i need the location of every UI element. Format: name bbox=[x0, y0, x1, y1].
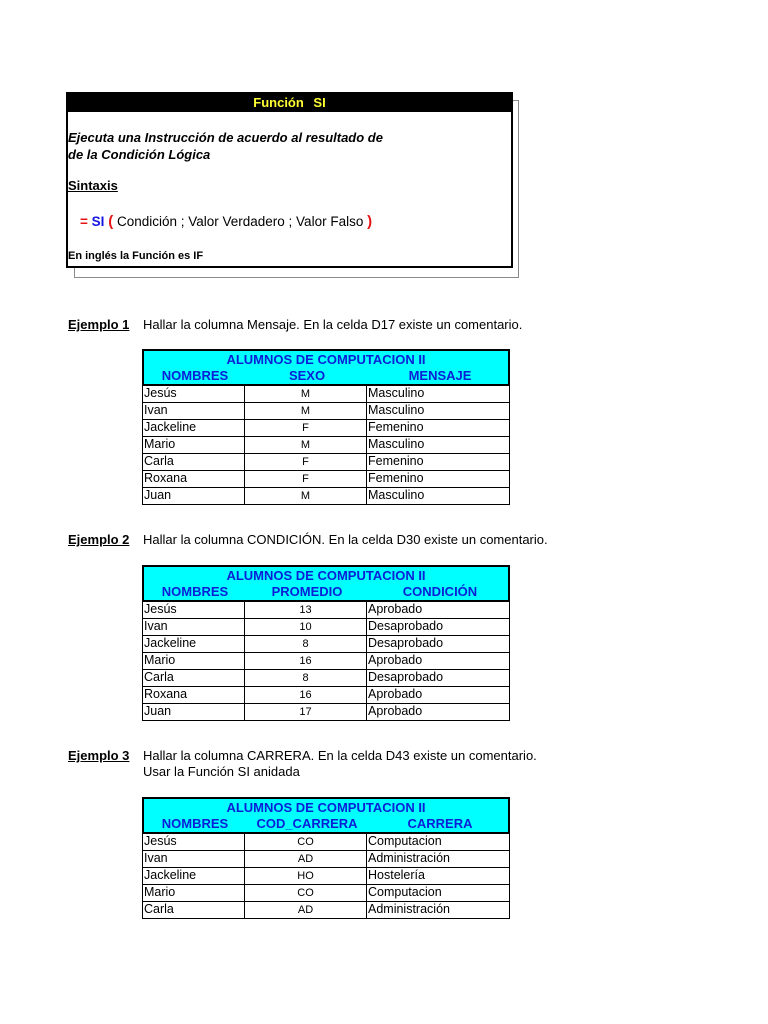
table-cell: Roxana bbox=[143, 471, 245, 487]
table-cell: Aprobado bbox=[368, 602, 423, 616]
table-cell: Ivan bbox=[143, 403, 245, 419]
table-cell: Ivan bbox=[143, 619, 245, 635]
table-row bbox=[142, 653, 510, 670]
function-title-bar bbox=[68, 92, 511, 112]
table-cell: 17 bbox=[245, 704, 367, 720]
example-2-text: Hallar la columna CONDICIÓN. En la celda D30 existe un comentario. bbox=[143, 532, 548, 547]
table-cell: Carla bbox=[143, 454, 245, 470]
english-note: En inglés la Función es IF bbox=[68, 250, 204, 262]
column-header-promedio: PROMEDIO bbox=[271, 584, 343, 599]
table-cell: Computacion bbox=[368, 885, 442, 899]
table-cell: Desaprobado bbox=[368, 636, 444, 650]
column-header-nombres: NOMBRES bbox=[161, 816, 229, 831]
table-cell: Desaprobado bbox=[368, 670, 444, 684]
table-cell: HO bbox=[245, 868, 367, 884]
table-cell: Carla bbox=[143, 670, 245, 686]
table-row bbox=[142, 636, 510, 653]
table-row bbox=[142, 687, 510, 704]
function-description bbox=[68, 129, 383, 163]
table-cell: Aprobado bbox=[368, 704, 423, 718]
table-title: ALUMNOS DE COMPUTACION II bbox=[226, 352, 426, 367]
table-cell: Juan bbox=[143, 704, 245, 720]
table-row bbox=[142, 670, 510, 687]
table-cell: Jesús bbox=[143, 834, 245, 850]
table-cell: M bbox=[245, 403, 367, 419]
description-line-1: Ejecuta una Instrucción de acuerdo al resultado de bbox=[68, 130, 383, 145]
table-row bbox=[142, 403, 510, 420]
table-row bbox=[142, 851, 510, 868]
table-header bbox=[142, 797, 510, 834]
table-cell: Administración bbox=[368, 851, 450, 865]
table-cell: Mario bbox=[143, 437, 245, 453]
table-row bbox=[142, 885, 510, 902]
table-cell: Administración bbox=[368, 902, 450, 916]
table-cell: Computacion bbox=[368, 834, 442, 848]
table-cell: F bbox=[245, 420, 367, 436]
table-body bbox=[142, 386, 510, 505]
syntax-label: Sintaxis bbox=[68, 178, 118, 193]
table-cell: AD bbox=[245, 851, 367, 867]
column-header-sexo: SEXO bbox=[288, 368, 326, 383]
function-info-box bbox=[66, 92, 513, 268]
table-cell: Aprobado bbox=[368, 653, 423, 667]
column-header-cod-carrera: COD_CARRERA bbox=[256, 816, 358, 831]
table-cell: Mario bbox=[143, 885, 245, 901]
table-header bbox=[142, 349, 510, 386]
table-row bbox=[142, 454, 510, 471]
table-row bbox=[142, 704, 510, 721]
table-cell: Masculino bbox=[368, 488, 425, 502]
formula-close-paren: ) bbox=[367, 213, 373, 230]
table-cell: 8 bbox=[245, 670, 367, 686]
table-cell: Masculino bbox=[368, 386, 425, 400]
example-1-label: Ejemplo 1 bbox=[68, 317, 130, 332]
table-cell: M bbox=[245, 386, 367, 402]
table-title: ALUMNOS DE COMPUTACION II bbox=[226, 800, 426, 815]
formula-open-paren: ( bbox=[108, 213, 114, 230]
column-header-mensaje: MENSAJE bbox=[408, 368, 472, 383]
table-cell: CO bbox=[245, 834, 367, 850]
table-cell: 13 bbox=[245, 602, 367, 618]
formula-args: Condición ; Valor Verdadero ; Valor Falso bbox=[116, 214, 364, 229]
table-title: ALUMNOS DE COMPUTACION II bbox=[226, 568, 426, 583]
example-1-text: Hallar la columna Mensaje. En la celda D17 existe un comentario. bbox=[143, 317, 523, 332]
function-title: Función SI bbox=[253, 95, 326, 110]
syntax-formula bbox=[80, 213, 372, 230]
table-cell: 16 bbox=[245, 653, 367, 669]
table-row bbox=[142, 868, 510, 885]
example-3-text bbox=[143, 748, 537, 780]
table-row bbox=[142, 602, 510, 619]
column-header-carrera: CARRERA bbox=[407, 816, 473, 831]
table-cell: Jesús bbox=[143, 602, 245, 618]
table-row bbox=[142, 420, 510, 437]
example-3-label: Ejemplo 3 bbox=[68, 748, 130, 763]
description-line-2: de la Condición Lógica bbox=[68, 147, 211, 162]
table-header bbox=[142, 565, 510, 602]
formula-equals: = bbox=[80, 214, 88, 229]
table-cell: Jackeline bbox=[143, 868, 245, 884]
table-cell: 10 bbox=[245, 619, 367, 635]
table-cell: M bbox=[245, 437, 367, 453]
table-cell: Ivan bbox=[143, 851, 245, 867]
table-cell: F bbox=[245, 471, 367, 487]
table-body bbox=[142, 602, 510, 721]
table-cell: M bbox=[245, 488, 367, 504]
table-cell: Jackeline bbox=[143, 420, 245, 436]
table-cell: Desaprobado bbox=[368, 619, 444, 633]
example-1-table bbox=[142, 349, 510, 505]
table-row bbox=[142, 437, 510, 454]
table-cell: Masculino bbox=[368, 403, 425, 417]
table-row bbox=[142, 471, 510, 488]
table-cell: F bbox=[245, 454, 367, 470]
example-3-line-1: Hallar la columna CARRERA. En la celda D43 existe un comentario. bbox=[143, 748, 537, 763]
table-body bbox=[142, 834, 510, 919]
table-cell: 16 bbox=[245, 687, 367, 703]
table-cell: Masculino bbox=[368, 437, 425, 451]
column-header-nombres: NOMBRES bbox=[161, 584, 229, 599]
formula-si: SI bbox=[91, 214, 105, 229]
table-row bbox=[142, 902, 510, 919]
table-cell: Juan bbox=[143, 488, 245, 504]
table-row bbox=[142, 488, 510, 505]
table-cell: Jesús bbox=[143, 386, 245, 402]
table-cell: Carla bbox=[143, 902, 245, 918]
table-cell: Roxana bbox=[143, 687, 245, 703]
table-cell: Aprobado bbox=[368, 687, 423, 701]
table-row bbox=[142, 834, 510, 851]
table-cell: Mario bbox=[143, 653, 245, 669]
table-cell: Femenino bbox=[368, 420, 424, 434]
table-row bbox=[142, 386, 510, 403]
example-3-line-2: Usar la Función SI anidada bbox=[143, 764, 300, 779]
table-cell: Jackeline bbox=[143, 636, 245, 652]
column-header-condicion: CONDICIÓN bbox=[402, 584, 478, 599]
table-cell: Femenino bbox=[368, 454, 424, 468]
table-cell: 8 bbox=[245, 636, 367, 652]
column-header-nombres: NOMBRES bbox=[161, 368, 229, 383]
example-2-label: Ejemplo 2 bbox=[68, 532, 130, 547]
table-row bbox=[142, 619, 510, 636]
table-cell: Hostelería bbox=[368, 868, 425, 882]
table-cell: Femenino bbox=[368, 471, 424, 485]
table-cell: CO bbox=[245, 885, 367, 901]
example-2-table bbox=[142, 565, 510, 721]
table-cell: AD bbox=[245, 902, 367, 918]
example-3-table bbox=[142, 797, 510, 919]
